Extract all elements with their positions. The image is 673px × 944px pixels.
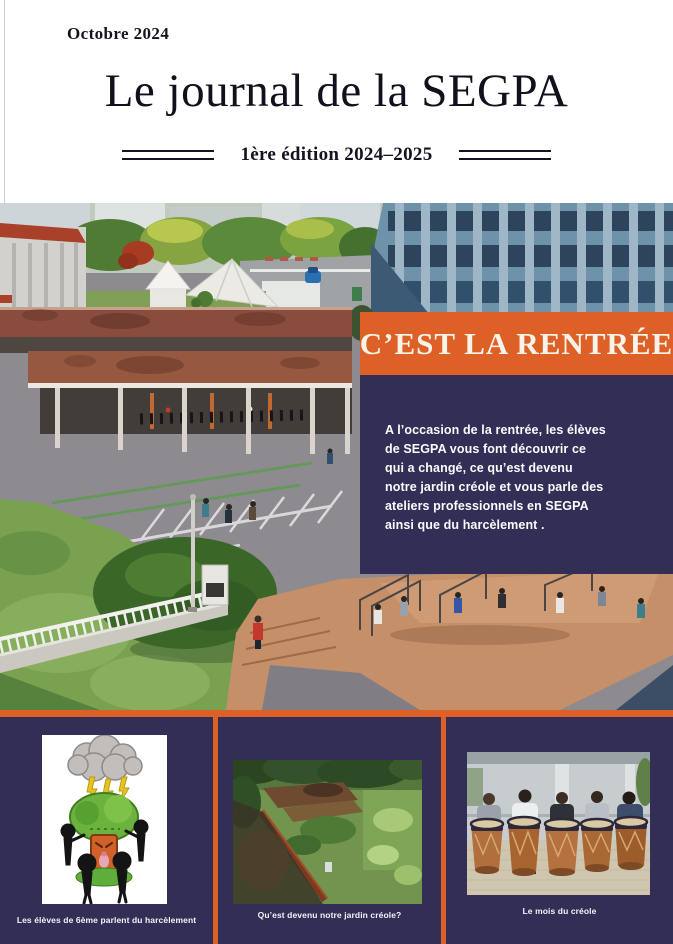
intro-line: notre jardin créole et vous parle des — [385, 480, 604, 494]
issue-date: Octobre 2024 — [67, 24, 170, 43]
story-caption: Les élèves de 6ème parlent du harcèlement — [16, 915, 197, 925]
left-building — [0, 223, 86, 314]
hero-section — [0, 203, 673, 710]
footer-stories — [0, 710, 673, 944]
edition-row — [0, 144, 673, 166]
tree-crown — [70, 793, 138, 841]
story-image-creole-garden — [233, 760, 422, 904]
drums — [471, 817, 647, 876]
story-image-bullying-drawing — [42, 735, 167, 904]
intro-box — [360, 375, 673, 574]
intro-line: A l’occasion de la rentrée, les élèves — [385, 423, 606, 437]
decorative-double-line-right — [459, 150, 551, 160]
headline-banner — [360, 312, 673, 375]
story-caption: Le mois du créole — [522, 906, 597, 916]
covered-walkway-roofs — [0, 307, 352, 454]
page-title: Le journal de la SEGPA — [104, 65, 569, 117]
intro-line: de SEGPA vous font découvrir ce — [385, 442, 587, 456]
intro-line: qui a changé, ce qu’est devenu — [385, 461, 573, 475]
decorative-double-line-left — [122, 150, 214, 160]
intro-line: ainsi que du harcèlement . — [385, 518, 545, 532]
intro-line: ateliers professionnels en SEGPA — [385, 499, 589, 513]
edition-label: 1ère édition 2024–2025 — [240, 144, 433, 165]
story-caption: Qu’est devenu notre jardin créole? — [257, 910, 402, 920]
headline-label: C’EST LA RENTRÉE — [359, 325, 673, 361]
story-image-drums — [467, 752, 650, 895]
